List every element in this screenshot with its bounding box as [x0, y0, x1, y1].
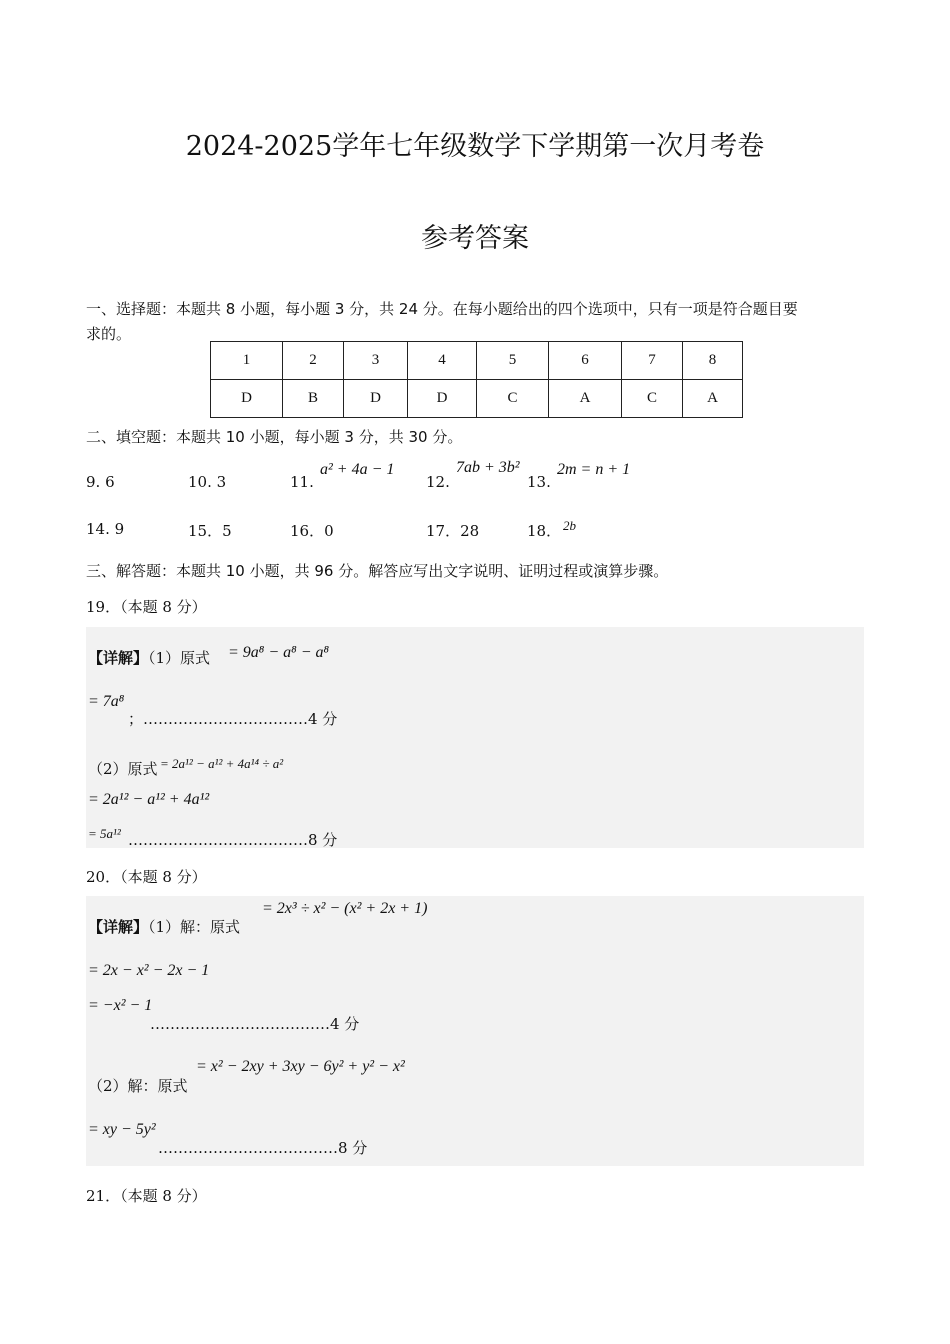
table-cell: 3	[344, 342, 408, 380]
q19-part2-score: ………………………………8 分	[128, 831, 338, 849]
table-cell: 8	[683, 342, 743, 380]
page-title: 2024-2025学年七年级数学下学期第一次月考卷	[185, 131, 765, 162]
fill-item-12-number: 12.	[426, 473, 450, 491]
q20-part1-line	[88, 916, 240, 937]
table-cell: D	[408, 380, 477, 418]
table-cell: A	[549, 380, 622, 418]
fill-item-11-number: 11.	[290, 473, 314, 491]
question-20-label: 20．（本题 8 分）	[86, 868, 207, 886]
fill-item-18-number: 18．	[527, 522, 562, 540]
q19-part2-prefix: （2）原式	[88, 760, 158, 778]
q19-part1-step: = 7a⁸	[88, 693, 125, 710]
item-number: 15．	[188, 522, 223, 540]
q20-part2-step: = xy − 5y²	[88, 1121, 156, 1138]
detail-tag: 【详解】	[88, 918, 149, 936]
table-cell: 6	[549, 342, 622, 380]
item-answer: 3	[216, 473, 227, 491]
fill-item-17	[426, 520, 479, 541]
part-prefix: （1）解：原式	[148, 918, 241, 936]
item-answer: 6	[105, 473, 115, 491]
item-number: 17．	[426, 522, 461, 540]
q19-part1-score: ；……………………………4 分	[128, 710, 338, 728]
table-cell: A	[683, 380, 743, 418]
table-cell: 1	[211, 342, 283, 380]
item-answer: 9	[114, 520, 125, 538]
table-cell: 7	[622, 342, 683, 380]
fill-item-11-answer: a² + 4a − 1	[320, 461, 395, 478]
item-number: 9.	[86, 473, 101, 491]
page-subtitle: 参考答案	[421, 223, 529, 254]
table-cell: 4	[408, 342, 477, 380]
detail-tag: 【详解】	[88, 649, 149, 667]
fill-item-13-number: 13.	[527, 473, 551, 491]
section1-heading: 一、选择题：本题共 8 小题，每小题 3 分，共 24 分。在每小题给出的四个选项中，只有一项是符合题目要	[86, 300, 798, 318]
q20-part2-expr: = x² − 2xy + 3xy − 6y² + y² − x²	[196, 1058, 405, 1075]
item-answer: 0	[324, 522, 334, 540]
fill-item-13-answer: 2m = n + 1	[557, 461, 631, 478]
table-cell: D	[344, 380, 408, 418]
q20-part1-score: ………………………………4 分	[150, 1015, 360, 1033]
question-19-label: 19．（本题 8 分）	[86, 598, 207, 616]
answer-table	[210, 341, 743, 418]
q20-part1-step2: = −x² − 1	[88, 997, 153, 1014]
q19-part2-step1: = 2a¹² − a¹² + 4a¹²	[88, 791, 210, 808]
item-number: 16．	[290, 522, 325, 540]
table-row	[211, 342, 743, 380]
q19-part1-expr: = 9a⁸ − a⁸ − a⁸	[228, 644, 330, 661]
item-answer: 28	[460, 522, 480, 540]
fill-item-14	[86, 520, 124, 538]
q19-part2-expr: = 2a¹² − a¹² + 4a¹⁴ ÷ a²	[160, 756, 284, 771]
q20-part2-score: ………………………………8 分	[158, 1139, 368, 1157]
table-cell: D	[211, 380, 283, 418]
q19-part2-step2: = 5a¹²	[88, 826, 121, 841]
table-cell: 2	[283, 342, 344, 380]
q20-part2-prefix: （2）解：原式	[88, 1077, 188, 1095]
part-prefix: （1）原式	[148, 649, 211, 667]
q20-part1-expr: = 2x³ ÷ x² − (x² + 2x + 1)	[262, 900, 428, 917]
fill-item-12-answer: 7ab + 3b²	[456, 459, 520, 476]
table-cell: C	[622, 380, 683, 418]
item-answer: 5	[222, 522, 232, 540]
section2-heading: 二、填空题：本题共 10 小题，每小题 3 分，共 30 分。	[86, 428, 463, 446]
section3-heading: 三、解答题：本题共 10 小题，共 96 分。解答应写出文字说明、证明过程或演算步骤。	[86, 562, 669, 580]
fill-item-15	[188, 520, 232, 541]
table-row	[211, 380, 743, 418]
fill-item-16	[290, 520, 334, 541]
table-cell: B	[283, 380, 344, 418]
fill-item-9	[86, 473, 115, 491]
table-cell: C	[477, 380, 549, 418]
question-21-label: 21．（本题 8 分）	[86, 1187, 207, 1205]
q20-part1-step1: = 2x − x² − 2x − 1	[88, 962, 210, 979]
q19-part1-line	[88, 647, 210, 668]
fill-item-18-answer: 2b	[563, 518, 576, 533]
fill-item-10	[188, 473, 226, 491]
item-number: 14.	[86, 520, 110, 538]
item-number: 10.	[188, 473, 212, 491]
section1-heading-cont: 求的。	[86, 325, 132, 343]
table-cell: 5	[477, 342, 549, 380]
